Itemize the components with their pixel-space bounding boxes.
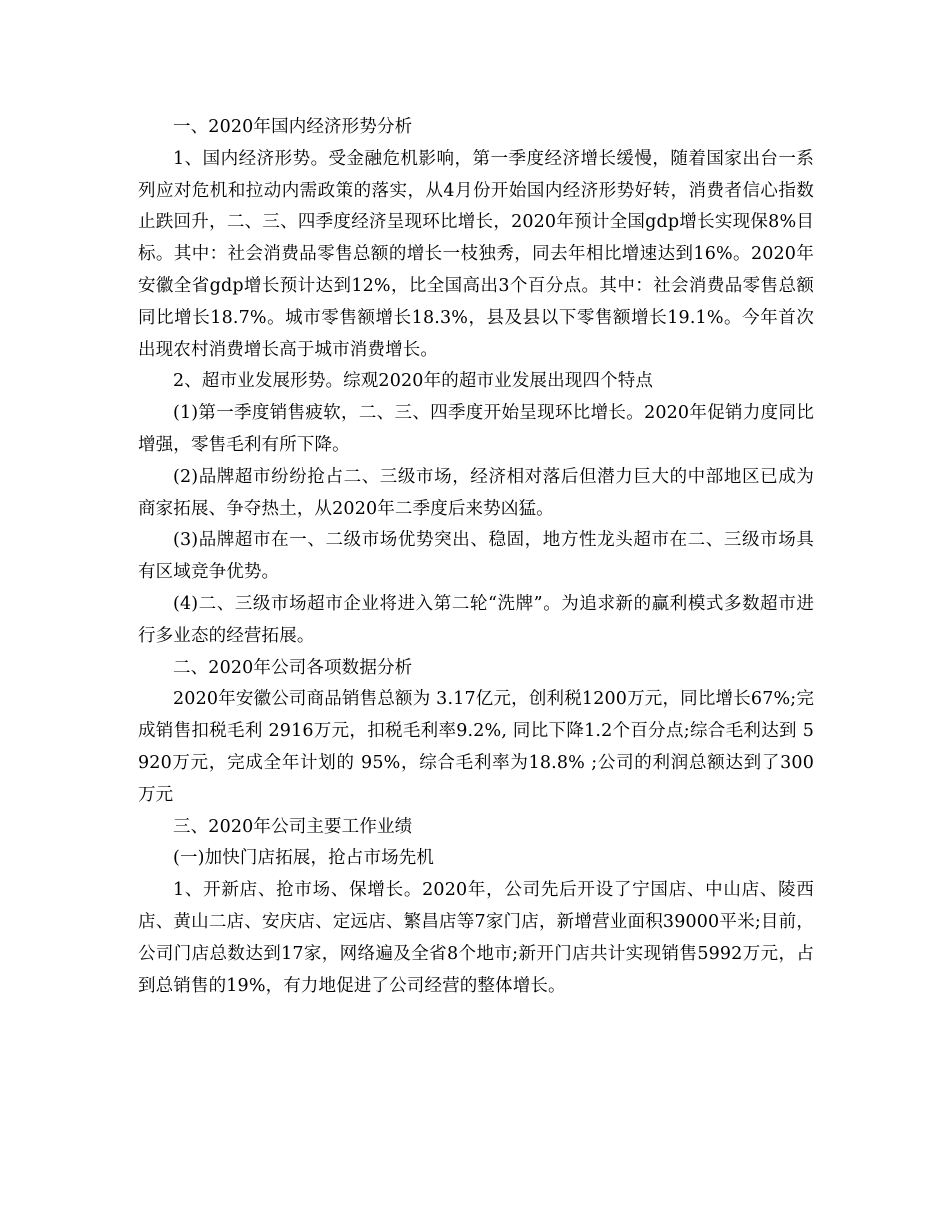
heading-domestic-economy: 一、2020年国内经济形势分析 [173, 117, 413, 137]
list-item-trend-1: (1)第一季度销售疲软，二、三、四季度开始呈现环比增长。2020年促销力度同比增强，零售毛利有所下降。 [138, 403, 814, 455]
subheading-store-expansion: (一)加快门店拓展，抢占市场先机 [173, 848, 435, 869]
paragraph-new-stores: 1、开新店、抢市场、保增长。2020年，公司先后开设了宁国店、中山店、陵西店、黄山二店、安庆店、定远店、繁昌店等7家门店，新增营业面积39000平米;目前，公司门店总数达到17家，网络遍及全省8个地市;新开门店共计实现销售5992万元，占到总销售的19%，有力地促进了公司经营的整体增长。 [138, 880, 814, 996]
heading-company-data: 二、2020年公司各项数据分析 [173, 657, 413, 678]
heading-work-performance: 三、2020年公司主要工作业绩 [173, 816, 413, 837]
list-item-trend-3: (3)品牌超市在一、二级市场优势突出、稳固，地方性龙头超市在二、三级市场具有区域竞争优势。 [138, 530, 814, 583]
list-item-trend-4: (4)二、三级市场超市企业将进入第二轮“洗牌”。为追求新的赢利模式多数超市进行多业态的经营拓展。 [138, 593, 814, 646]
list-item-trend-2: (2)品牌超市纷纷抢占二、三级市场，经济相对落后但潜力巨大的中部地区已成为商家拓展、争夺热土，从2020年二季度后来势凶猛。 [138, 466, 814, 519]
paragraph-domestic-economy: 1、国内经济形势。受金融危机影响，第一季度经济增长缓慢，随着国家出台一系列应对危机和拉动内需政策的落实，从4月份开始国内经济形势好转，消费者信心指数止跌回升，二、三、四季度经济呈现环比增长，2020年预计全国gdp增长实现保8%目标。其中：社会消费品零售总额的增长一枝独秀，同去年相比增速达到16%。2020年安徽全省gdp增长预计达到12%，比全国高出3个百分点。其中：社会消费品零售总额同比增长18.7%。城市零售额增长18.3%，县及县以下零售额增长19.1%。今年首次出现农村消费增长高于城市消费增长。 [138, 148, 814, 360]
document-body [138, 112, 814, 1002]
paragraph-supermarket-trends: 2、超市业发展形势。综观2020年的超市业发展出现四个特点 [173, 371, 654, 392]
paragraph-company-data: 2020年安徽公司商品销售总额为 3.17亿元，创利税1200万元，同比增长67%;完成销售扣税毛利 2916万元，扣税毛利率9.2%, 同比下降1.2个百分点;综合毛利达到 5920万元，完成全年计划的 95%，综合毛利率为18.8% ;公司的利润总额达到了300 万元 [138, 689, 814, 805]
